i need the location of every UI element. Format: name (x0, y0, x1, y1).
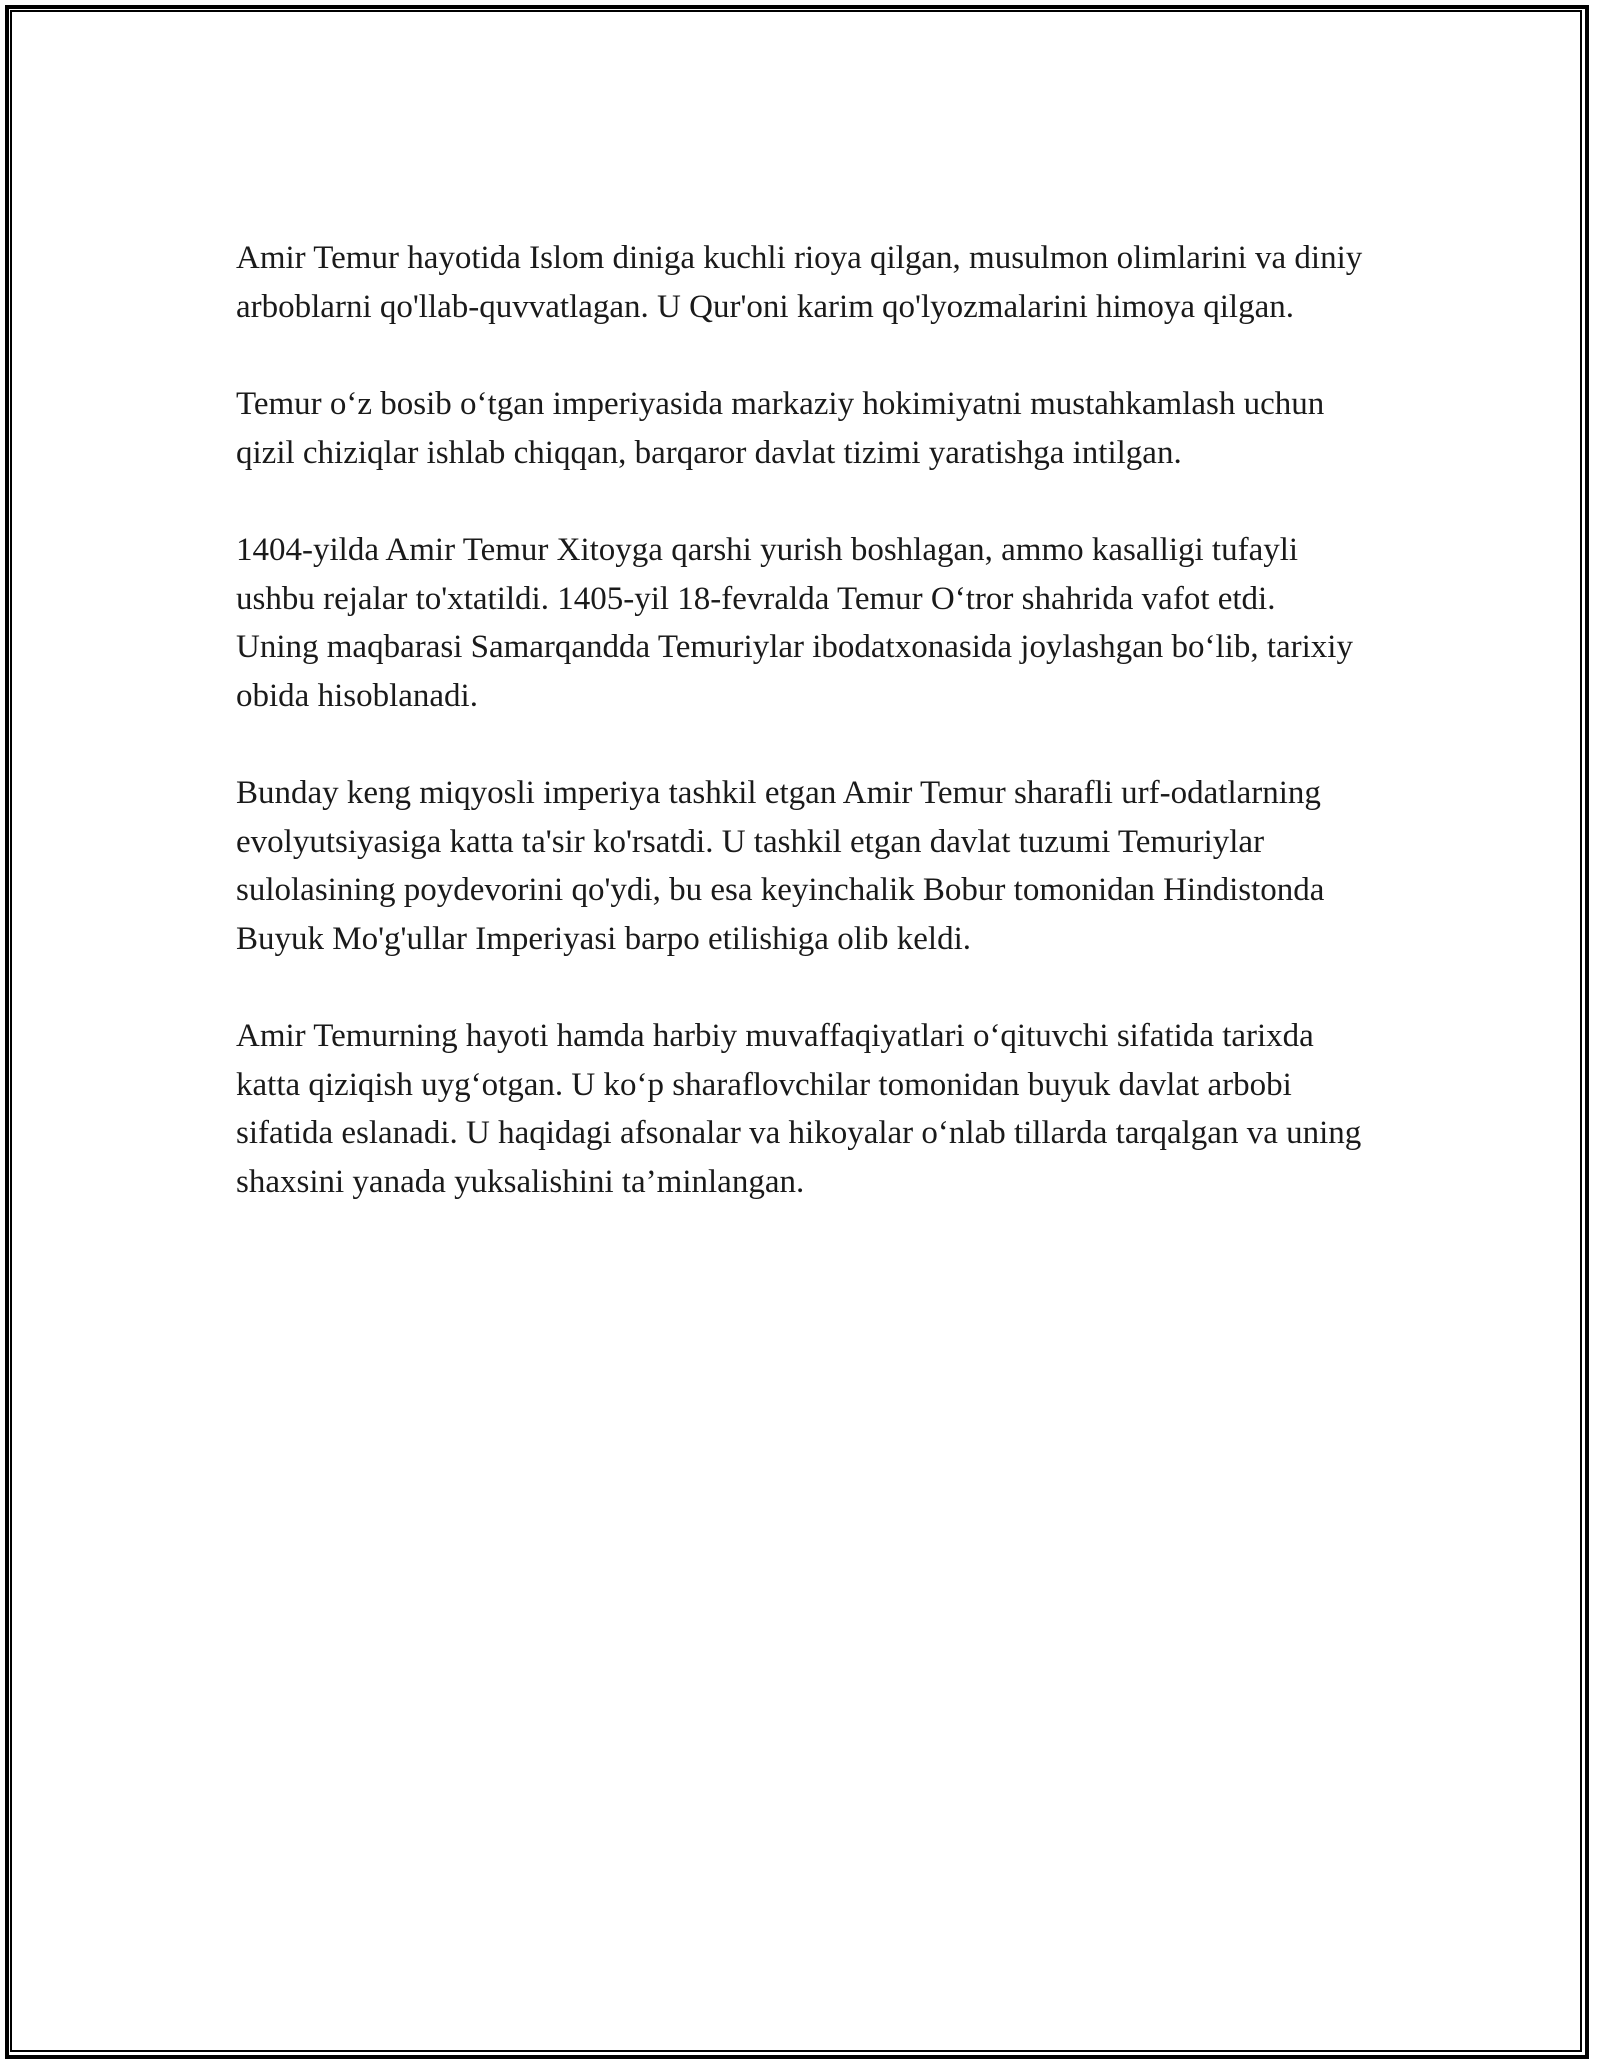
paragraph-1: Amir Temur hayotida Islom diniga kuchli rioya qilgan, musulmon olimlarini va diniy arboblarni qo'llab-quvvatlagan. U Qur'oni karim qo'lyozmalarini himoya qilgan. (236, 240, 1363, 325)
paragraph-4: Bunday keng miqyosli imperiya tashkil etgan Amir Temur sharafli urf-odatlarning evolyutsiyasiga katta ta'sir ko'rsatdi. U tashkil etgan davlat tuzumi Temuriylar sulolasining poydevorini qo'ydi, bu esa keyinchalik Bobur tomonidan Hindistonda Buyuk Mo'g'ullar Imperiyasi barpo etilishiga olib keldi. (236, 775, 1325, 957)
paragraph-3: 1404-yilda Amir Temur Xitoyga qarshi yurish boshlagan, ammo kasalligi tufayli ushbu rejalar to'xtatildi. 1405-yil 18-fevralda Temur O‘tror shahrida vafot etdi. Uning maqbarasi Samarqandda Temuriylar ibodatxonasida joylashgan bo‘lib, tarixiy obida hisoblanadi. (236, 532, 1353, 714)
document-body (236, 234, 1366, 1255)
paragraph-2: Temur o‘z bosib o‘tgan imperiyasida markaziy hokimiyatni mustahkamlash uchun qizil chiziqlar ishlab chiqqan, barqaror davlat tizimi yaratishga intilgan. (236, 386, 1325, 471)
paragraph-5: Amir Temurning hayoti hamda harbiy muvaffaqiyatlari o‘qituvchi sifatida tarixda katta qiziqish uyg‘otgan. U ko‘p sharaflovchilar tomonidan buyuk davlat arbobi sifatida eslanadi. U haqidagi afsonalar va hikoyalar o‘nlab tillarda tarqalgan va uning shaxsini yanada yuksalishini ta’minlangan. (236, 1018, 1362, 1200)
